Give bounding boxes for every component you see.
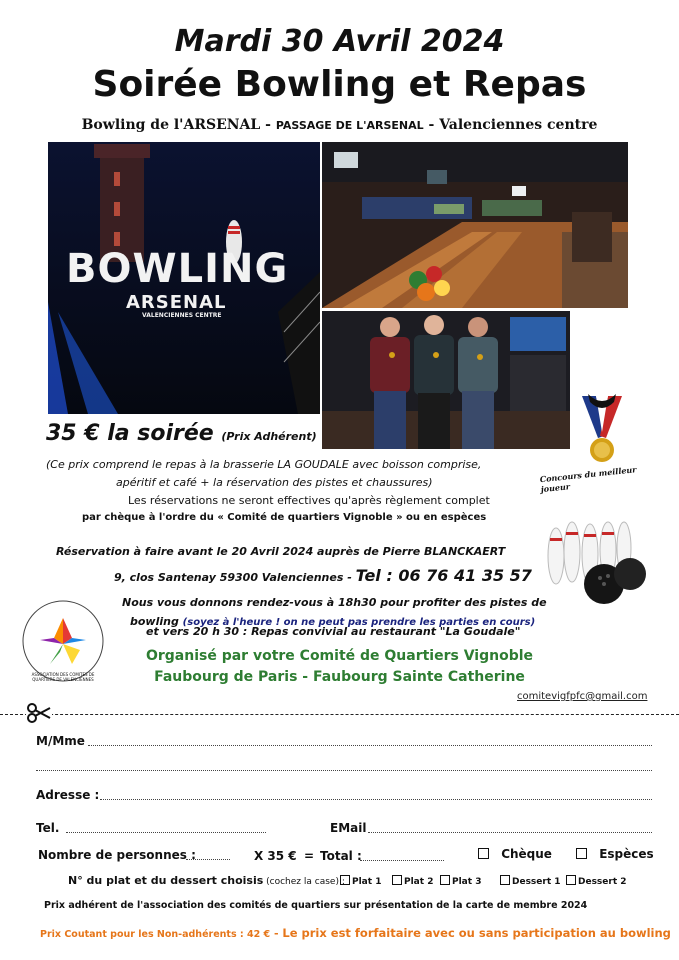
info-line-1: (Ce prix comprend le repas à la brasserie LA GOUDALE avec boisson comprise, [46,458,482,471]
dish-option-dessert1[interactable]: Dessert 1 [500,875,561,887]
dish-option-plat3[interactable]: Plat 3 [440,875,481,887]
medal-caption: Concours du meilleur joueur [539,464,637,495]
medal-icon [574,392,630,468]
players-photo [322,311,570,449]
form-name-field[interactable] [88,744,652,746]
address-text: 9, clos Santenay 59300 Valenciennes - [114,571,356,584]
bowling-logo-photo [48,142,320,414]
member-note: Prix adhérent de l'association des comités de quartiers sur présentation de la carte de membre 2024 [44,900,588,911]
dish-option-dessert2[interactable]: Dessert 2 [566,875,627,887]
form-tel-field[interactable] [66,831,266,833]
form-tel-label: Tel. [36,821,60,835]
form-especes-option[interactable] [576,847,654,861]
reservation-line: Réservation à faire avant le 20 Avril 2024 auprès de Pierre BLANCKAERT [56,545,506,558]
form-persons-label: Nombre de personnes : [38,848,196,862]
info-line-3: Les réservations ne seront effectives qu'après règlement complet [128,494,490,507]
venue-city: Valenciennes centre [439,117,598,133]
form-persons-field[interactable] [186,858,230,860]
form-cheque-option[interactable] [478,847,552,861]
form-total-label: Total : [320,849,362,863]
cheque-label: Chèque [501,847,552,861]
event-date: Mardi 30 Avril 2024 [174,24,505,59]
form-email-field[interactable] [368,831,652,833]
association-ring-text: ASSOCIATION DES COMITES DE QUARTIERS DE VALENCIENNES [31,672,95,682]
dish-option-plat1[interactable]: Plat 1 [340,875,381,887]
bowling-logo-city: VALENCIENNES CENTRE [142,312,222,319]
info-line-2: apéritif et café + la réservation des pistes et chaussures) [116,476,433,489]
especes-label: Espèces [599,847,654,861]
organizer-line-2: Faubourg de Paris - Faubourg Sainte Catherine [154,669,525,685]
cheque-checkbox[interactable] [478,848,489,859]
form-equals: = [304,849,315,863]
pricing-footer: Prix Coutant pour les Non-adhérents : 42 € - Le prix est forfaitaire avec ou sans participation au bowling [40,926,671,940]
cut-line [0,714,679,715]
form-dish-label: N° du plat et du dessert choisis [68,874,264,887]
info-line-4: par chèque à l'ordre du « Comité de quartiers Vignoble » ou en espèces [82,512,487,523]
venue-name: Bowling de l'ARSENAL [81,117,261,133]
form-address-label: Adresse : [36,788,100,802]
form-address-field[interactable] [100,798,652,800]
price-sub: (Prix Adhérent) [221,430,317,443]
price-heading [46,421,317,446]
bowling-logo-brand: BOWLING [66,246,289,292]
especes-checkbox[interactable] [576,848,587,859]
rdv-line-3: et vers 20 h 30 : Repas convivial au restaurant "La Goudale" [146,625,521,638]
rdv-warning: (soyez à l'heure ! on ne peut pas prendre les parties en cours) [182,617,536,628]
nonmember-price: Prix Coutant pour les Non-adhérents : 42 € [40,929,271,940]
lanes-photo [322,142,628,308]
forfait-note: Le prix est forfaitaire avec ou sans participation au bowling [282,926,671,940]
form-name-field-2[interactable] [36,769,652,771]
form-multiplier: X 35 € [254,849,297,863]
rdv-line-2: bowling (soyez à l'heure ! on ne peut pas prendre les parties en cours) [130,615,536,628]
organizer-line-1: Organisé par votre Comité de Quartiers Vignoble [145,648,534,664]
rdv-line-1: Nous vous donnons rendez-vous à 18h30 pour profiter des pistes de [122,596,547,609]
form-dish-hint: (cochez la case) : [266,877,345,887]
event-title: Soirée Bowling et Repas [92,64,587,105]
scissors-icon [26,702,52,724]
venue-street: PASSAGE DE L'ARSENAL [275,119,424,132]
email-link[interactable]: comitevigfpfc@gmail.com [517,691,648,702]
pins-and-balls-icon [542,516,652,606]
form-dish-row [68,874,345,887]
address-line [114,566,532,585]
bowling-logo-name: ARSENAL [126,292,227,313]
venue-line: Bowling de l'ARSENAL - PASSAGE DE L'ARSENAL - Valenciennes centre [81,117,598,133]
price-main: 35 € la soirée [46,421,214,446]
form-total-field[interactable] [360,859,444,861]
dish-option-plat2[interactable]: Plat 2 [392,875,433,887]
form-name-label: M/Mme [36,734,85,748]
tel-text: Tel : 06 76 41 35 57 [355,566,532,585]
form-email-label: EMail [330,821,367,835]
